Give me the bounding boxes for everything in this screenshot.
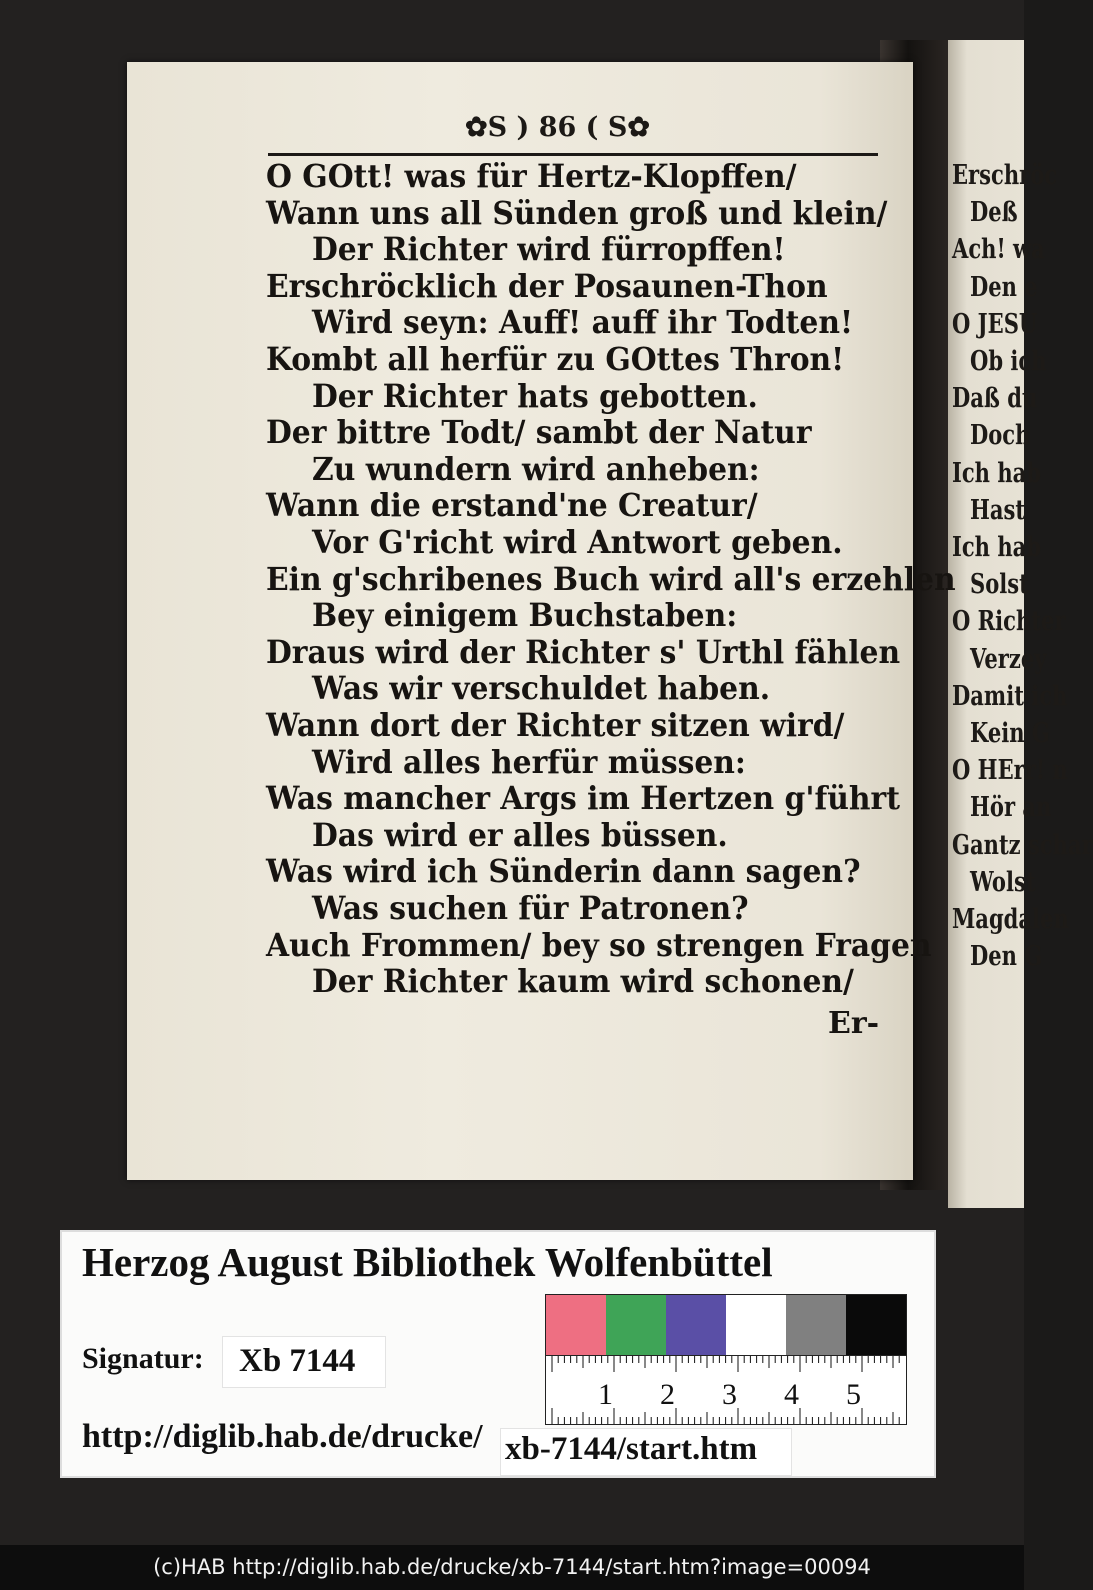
catchword: Er- [828,1006,880,1041]
verse-line: Draus wird der Richter s' Urthl fählen [266,632,901,671]
facing-page-line: Gantz schar [952,829,1093,861]
facing-page-line: Ach! wa [952,234,1045,266]
facing-page-line: O JESU [952,308,1038,340]
library-name: Herzog August Bibliothek Wolfenbüttel [82,1239,773,1285]
verse-line: O GOtt! was für Hertz-Klopffen/ [266,157,797,195]
ruler-number: 4 [784,1378,799,1411]
header-rule [268,153,878,156]
facing-page-line: Verzey [970,643,1047,675]
facing-page-line: Doch [970,420,1031,452]
url-part-2: xb-7144/start.htm [505,1431,758,1467]
library-label-card [60,1230,936,1478]
verse-line: Erschröcklich der Posaunen-Thon [266,266,828,305]
ruler-number: 1 [598,1378,613,1411]
facing-page-line: Ob ich [970,346,1047,377]
verse-line: Der Richter kaum wird schonen/ [312,962,854,1001]
facing-page-line: Daß du [952,383,1038,415]
facing-page-line: Den G [970,941,1043,973]
verse-line: Wann uns all Sünden groß und klein/ [266,193,888,232]
url-part-2-box [500,1428,792,1476]
color-swatch [606,1295,666,1355]
color-swatch [786,1295,846,1355]
verse-line: Wird seyn: Auff! auff ihr Todten! [312,303,854,342]
verse-line: Wann die erstand'ne Creatur/ [266,486,758,525]
verse-line: Was suchen für Patronen? [312,889,749,927]
verse-line: Wird alles herfür müssen: [312,742,746,781]
facing-page-line: Ich hab [952,457,1042,489]
facing-page-edge [948,40,1093,1208]
verse-line: Kombt all herfür zu GOttes Thron! [266,340,845,378]
facing-page-line: Hör an [970,792,1052,824]
signatur-label: Signatur: [82,1342,204,1375]
signatur-box [222,1336,386,1388]
url-part-1: http://diglib.hab.de/drucke/ [82,1418,483,1455]
facing-page-line: Wolst [970,866,1036,898]
color-swatch [666,1295,726,1355]
verse-line: Was wir verschuldet haben. [312,669,771,708]
verse-line: Das wird er alles büssen. [312,815,728,854]
verse-line: Vor G'richt wird Antwort geben. [312,523,843,561]
facing-page-line: Deß [970,197,1018,229]
scale-ruler [545,1355,907,1425]
facing-page-line: Ich hab [952,532,1042,563]
verse-line: Ein g'schribenes Buch wird all's erzehlen [266,559,956,598]
verse-line: Der Richter wird fürropffen! [312,230,786,269]
copyright-footer: (c)HAB http://diglib.hab.de/drucke/xb-7144/start.htm?image=00094 [0,1545,1024,1590]
facing-page-line: Magdalen [952,904,1069,935]
facing-page-line: Den e [970,271,1038,303]
ruler-number: 2 [660,1378,675,1411]
verse-line: Bey einigem Buchstaben: [312,596,738,635]
facing-page-line: Solst [970,569,1029,601]
verse-line: Auch Frommen/ bey so strengen Fragen [266,925,932,964]
verse-line: Wann dort der Richter sitzen wird/ [266,706,845,744]
ruler-number: 3 [722,1378,737,1411]
verse-line: Der Richter hats gebotten. [312,376,758,415]
facing-page-line: O HErr! n [952,755,1068,787]
ruler-number: 5 [846,1378,861,1411]
facing-page-line: Damit ich [952,680,1068,712]
verse-line: Der bittre Todt/ sambt der Natur [266,413,812,452]
color-swatch [726,1295,786,1355]
color-swatch [546,1295,606,1355]
color-calibration-bar [545,1294,907,1356]
verse-line: Zu wundern wird anheben: [312,449,760,488]
verse-line: Was wird ich Sünderin dann sagen? [266,852,861,891]
color-swatch [846,1295,906,1355]
facing-page-line: O Richter [952,606,1066,638]
page-header: ✿S ) 86 ( S✿ [465,112,650,143]
verse-line: Was mancher Args im Hertzen g'führt [266,779,900,818]
facing-page-line: Erschröc [952,160,1058,191]
facing-page-line: Kein G [970,718,1050,749]
facing-page-line: Hast [970,494,1026,526]
signatur-value: Xb 7144 [239,1343,356,1379]
